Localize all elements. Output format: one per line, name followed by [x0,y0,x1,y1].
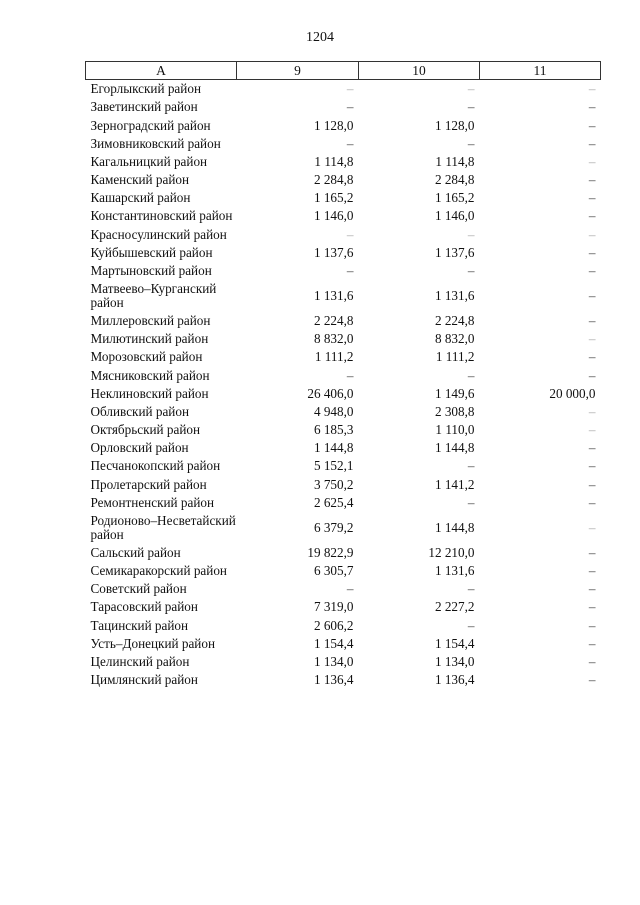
table-row [86,598,601,616]
value-col-10: – [467,581,475,597]
value-col-11: – [588,440,596,456]
value-col-9: – [346,81,354,97]
value-col-9: 2 284,8 [313,172,354,188]
value-col-11: – [588,519,596,535]
value-col-10: – [467,494,475,510]
value-col-10: 12 210,0 [428,544,475,560]
value-col-10: 1 137,6 [434,244,475,260]
value-col-9: – [346,262,354,278]
value-col-11: – [588,135,596,151]
value-col-10: 1 131,6 [434,563,475,579]
value-col-9: 26 406,0 [307,385,354,401]
table-row [86,80,601,99]
value-col-11: – [588,581,596,597]
table-row [86,171,601,189]
value-col-10: 1 144,8 [434,519,475,535]
value-col-11: – [588,563,596,579]
value-col-11: 20 000,0 [549,385,596,401]
value-col-11: – [588,422,596,438]
value-col-9: 4 948,0 [313,403,354,419]
table-row [86,153,601,171]
district-name: Заветинский район [90,99,198,115]
value-col-11: – [588,458,596,474]
district-name: Семикаракорский район [90,563,227,579]
value-col-11: – [588,287,596,303]
table-row [86,494,601,512]
district-name: Кагальницкий район [90,153,208,169]
value-col-11: – [588,81,596,97]
value-col-10: – [467,99,475,115]
district-name: Мартыновский район [90,262,212,278]
value-col-9: 1 144,8 [313,440,354,456]
value-col-10: 1 136,4 [434,672,475,688]
table-row [86,616,601,634]
value-col-10: 1 131,6 [434,287,475,303]
table-row [86,98,601,116]
district-name: Октябрьский район [90,422,201,438]
value-col-11: – [588,99,596,115]
district-name: Целинский район [90,653,190,669]
value-col-9: – [346,226,354,242]
value-col-10: 2 227,2 [434,599,475,615]
district-name: Мясниковский район [90,367,210,383]
value-col-10: 1 144,8 [434,440,475,456]
district-name: Песчанокопский район [90,458,221,474]
district-name: Ремонтненский район [90,494,215,510]
value-col-11: – [588,367,596,383]
column-header-11: 11 [480,62,601,80]
value-col-11: – [588,599,596,615]
value-col-9: 1 111,2 [314,349,354,365]
table-row [86,457,601,475]
table-row [86,189,601,207]
value-col-10: 1 165,2 [434,190,475,206]
value-col-11: – [588,494,596,510]
value-col-11: – [588,244,596,260]
value-col-10: 1 128,0 [434,117,475,133]
district-name: Матвеево–Курганский район [90,281,217,310]
district-name: Кашарский район [90,190,191,206]
value-col-9: – [346,135,354,151]
table-row [86,421,601,439]
value-col-9: 1 165,2 [313,190,354,206]
value-col-9: – [346,581,354,597]
column-header-9: 9 [237,62,359,80]
table-row [86,262,601,280]
value-col-10: 1 134,0 [434,653,475,669]
district-name: Усть–Донецкий район [90,635,216,651]
value-col-9: 1 137,6 [313,244,354,260]
page-number: 1204 [306,30,334,45]
value-col-9: 2 224,8 [313,313,354,329]
budget-table [85,61,601,689]
value-col-10: – [467,262,475,278]
table-row [86,244,601,262]
value-col-11: – [588,403,596,419]
table-row [86,312,601,330]
district-name: Неклиновский район [90,385,209,401]
table-row [86,135,601,153]
district-name: Сальский район [90,544,181,560]
value-col-11: – [588,172,596,188]
value-col-11: – [588,190,596,206]
table-row [86,116,601,134]
value-col-9: 2 625,4 [313,494,354,510]
value-col-10: 8 832,0 [434,331,475,347]
table-row [86,635,601,653]
district-name: Красносулинский район [90,226,227,242]
value-col-10: 2 224,8 [434,313,475,329]
table-row [86,512,601,544]
value-col-9: 3 750,2 [313,476,354,492]
value-col-10: 1 111,2 [435,349,475,365]
value-col-10: – [467,135,475,151]
table-row [86,348,601,366]
district-name: Егорлыкский район [90,81,201,97]
table-header [86,62,601,80]
district-name: Константиновский район [90,208,233,224]
table-row [86,385,601,403]
value-col-10: 1 154,4 [434,635,475,651]
value-col-10: 1 110,0 [435,422,475,438]
district-name: Советский район [90,581,187,597]
column-header-10: 10 [359,62,480,80]
value-col-10: 1 146,0 [434,208,475,224]
value-col-10: 2 308,8 [434,403,475,419]
table-row [86,366,601,384]
table-row [86,562,601,580]
district-name: Куйбышевский район [90,244,213,260]
value-col-11: – [588,331,596,347]
value-col-11: – [588,153,596,169]
value-col-9: 1 154,4 [313,635,354,651]
value-col-11: – [588,635,596,651]
district-name: Каменский район [90,172,190,188]
table-row [86,580,601,598]
value-col-10: 1 141,2 [434,476,475,492]
value-col-10: – [467,617,475,633]
table-row [86,439,601,457]
table-body [86,80,601,690]
district-name: Зерноградский район [90,117,211,133]
value-col-10: – [467,458,475,474]
value-col-9: 6 305,7 [313,563,354,579]
value-col-9: 6 185,3 [313,422,354,438]
value-col-9: 1 146,0 [313,208,354,224]
value-col-11: – [588,349,596,365]
district-name: Тацинский район [90,617,189,633]
value-col-10: – [467,226,475,242]
value-col-9: 19 822,9 [307,544,354,560]
value-col-11: – [588,226,596,242]
value-col-9: 6 379,2 [313,519,354,535]
value-col-11: – [588,476,596,492]
value-col-11: – [588,653,596,669]
district-name: Родионово–Несветайский район [90,512,236,542]
value-col-11: – [588,117,596,133]
table-row [86,653,601,671]
value-col-9: 5 152,1 [313,458,354,474]
table-row [86,403,601,421]
value-col-10: 2 284,8 [434,172,475,188]
value-col-9: 1 128,0 [313,117,354,133]
district-name: Миллеровский район [90,313,211,329]
value-col-9: 8 832,0 [313,331,354,347]
value-col-9: 7 319,0 [313,599,354,615]
header-row [86,62,601,80]
table-row [86,544,601,562]
table-row [86,671,601,689]
district-name: Орловский район [90,440,189,456]
value-col-11: – [588,672,596,688]
value-col-9: – [346,99,354,115]
column-header-a: А [86,62,237,80]
district-name: Обливский район [90,403,190,419]
value-col-9: 1 131,6 [313,287,354,303]
district-name: Зимовниковский район [90,135,221,151]
value-col-11: – [588,262,596,278]
value-col-9: 2 606,2 [313,617,354,633]
table-row [86,280,601,312]
value-col-9: 1 114,8 [314,153,354,169]
district-name: Цимлянский район [90,672,198,688]
value-col-9: 1 134,0 [313,653,354,669]
value-col-11: – [588,208,596,224]
value-col-11: – [588,313,596,329]
value-col-10: – [467,367,475,383]
table-row [86,207,601,225]
value-col-9: – [346,367,354,383]
table-row [86,475,601,493]
value-col-10: – [467,81,475,97]
value-col-9: 1 136,4 [313,672,354,688]
table-row [86,330,601,348]
district-name: Милютинский район [90,331,209,347]
value-col-10: 1 149,6 [434,385,475,401]
value-col-10: 1 114,8 [435,153,475,169]
value-col-11: – [588,617,596,633]
value-col-11: – [588,544,596,560]
district-name: Морозовский район [90,349,203,365]
district-name: Пролетарский район [90,476,207,492]
district-name: Тарасовский район [90,599,198,615]
table-row [86,225,601,243]
